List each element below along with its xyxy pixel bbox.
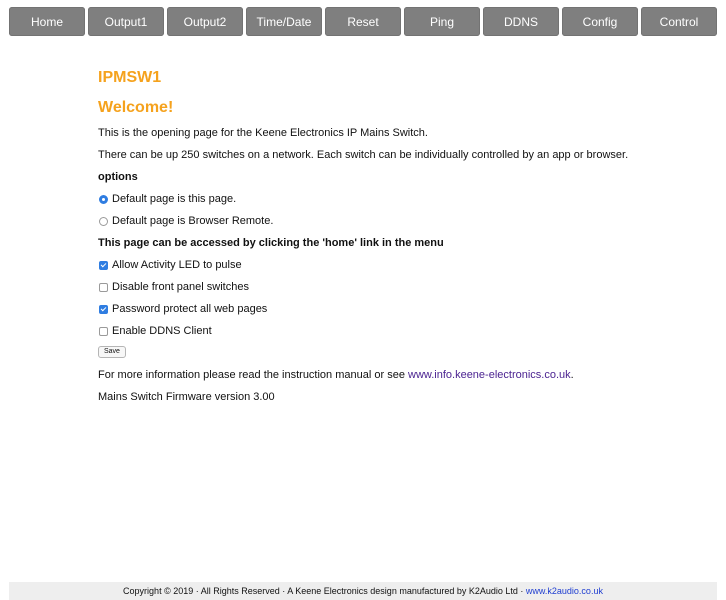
- checkbox[interactable]: [99, 327, 108, 336]
- access-heading: This page can be accessed by clicking the 'home' link in the menu: [98, 237, 444, 249]
- options-heading: options: [98, 171, 138, 183]
- top-nav: [9, 7, 717, 36]
- checkbox-password-protect[interactable]: [98, 302, 658, 324]
- radio-button-checked[interactable]: [99, 195, 108, 204]
- info-link[interactable]: www.info.keene-electronics.co.uk: [408, 369, 571, 381]
- radio-option-browser-remote[interactable]: [98, 214, 658, 236]
- save-container: [98, 344, 658, 368]
- checkbox-label: Enable DDNS Client: [112, 325, 212, 337]
- nav-config-button[interactable]: Config: [562, 7, 638, 36]
- nav-reset-button[interactable]: Reset: [325, 7, 401, 36]
- main-content: [98, 68, 658, 412]
- radio-button[interactable]: [99, 217, 108, 226]
- radio-label: Default page is this page.: [112, 193, 237, 205]
- description-text: There can be up 250 switches on a network. Each switch can be individually controlled by an app or browser.: [98, 149, 629, 161]
- footer-link[interactable]: www.k2audio.co.uk: [525, 586, 603, 596]
- nav-ping-button[interactable]: Ping: [404, 7, 480, 36]
- radio-option-this-page[interactable]: [98, 192, 658, 214]
- nav-time-date-button[interactable]: Time/Date: [246, 7, 322, 36]
- info-suffix: .: [570, 369, 574, 381]
- checkbox-activity-led[interactable]: [98, 258, 658, 280]
- info-text: [98, 368, 658, 390]
- page-title: IPMSW1: [98, 69, 162, 86]
- nav-output2-button[interactable]: Output2: [167, 7, 243, 36]
- checkbox[interactable]: [99, 283, 108, 292]
- radio-label: Default page is Browser Remote.: [112, 215, 274, 227]
- save-button[interactable]: Save: [98, 346, 126, 358]
- checkbox-label: Password protect all web pages: [112, 303, 268, 315]
- checkbox-label: Disable front panel switches: [112, 281, 249, 293]
- nav-control-button[interactable]: Control: [641, 7, 717, 36]
- intro-text: This is the opening page for the Keene Electronics IP Mains Switch.: [98, 127, 428, 139]
- footer: [9, 582, 717, 600]
- firmware-version: Mains Switch Firmware version 3.00: [98, 391, 275, 403]
- checkbox-disable-front-panel[interactable]: [98, 280, 658, 302]
- checkbox-checked[interactable]: [99, 261, 108, 270]
- footer-copyright: Copyright © 2019 · All Rights Reserved · A Keene Electronics design manufactured by K2Audio Ltd ·: [123, 586, 526, 596]
- checkbox-checked[interactable]: [99, 305, 108, 314]
- nav-output1-button[interactable]: Output1: [88, 7, 164, 36]
- info-prefix: For more information please read the instruction manual or see: [98, 369, 408, 381]
- checkbox-enable-ddns[interactable]: [98, 324, 658, 346]
- welcome-heading: Welcome!: [98, 99, 174, 116]
- nav-home-button[interactable]: Home: [9, 7, 85, 36]
- nav-ddns-button[interactable]: DDNS: [483, 7, 559, 36]
- checkbox-label: Allow Activity LED to pulse: [112, 259, 242, 271]
